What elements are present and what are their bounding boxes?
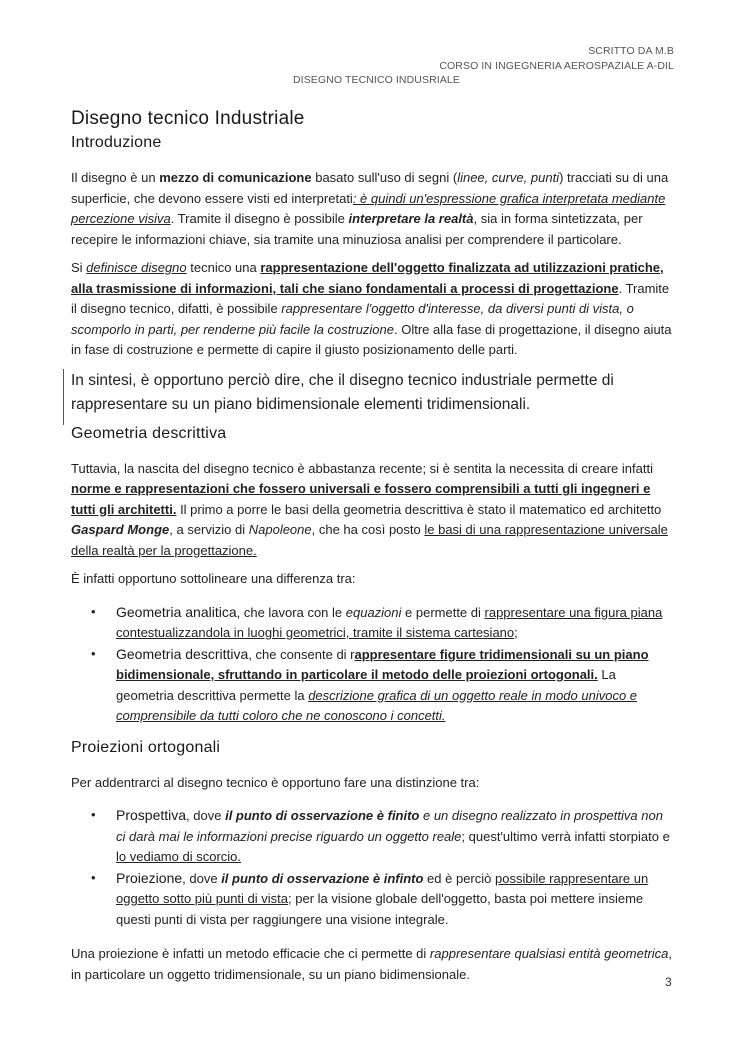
list-item-geometria-analitica: • Geometria analitica, che lavora con le equazioni e permette di rappresentare una figura piana contestualizzandola in luoghi geometrici, tramite il sistema cartesiano; bbox=[91, 603, 663, 640]
summary-quote bbox=[63, 369, 673, 425]
header-author: SCRITTO DA M.B bbox=[588, 45, 674, 57]
heading-introduzione: Introduzione bbox=[71, 134, 162, 151]
summary-quote-text: In sintesi, è opportuno perciò dire, che il disegno tecnico industriale permette di rappresentare su un piano bidimensionale elementi tridimensionali. bbox=[71, 371, 614, 413]
bullet-icon: • bbox=[91, 807, 96, 822]
proiezioni-list bbox=[71, 805, 673, 930]
list-item-prospettiva: • Prospettiva, dove il punto di osservazione è finito e un disegno realizzato in prospettiva non ci darà mai le informazioni precise riguardo un oggetto reale; quest'ultimo verrà infatti storpiato e lo vediamo di scorcio. bbox=[91, 807, 670, 864]
bullet-icon: • bbox=[91, 603, 96, 619]
document-body bbox=[71, 106, 673, 985]
geometria-paragraph-2: È infatti opportuno sottolineare una differenza tra: bbox=[71, 571, 356, 586]
intro-paragraph-1: Il disegno è un mezzo di comunicazione basato sull'uso di segni (linee, curve, punti) tracciati su di una superficie, che devono essere visti ed interpretati: è quindi un'espressione grafica interpretata mediante percezione visiva. Tramite il disegno è possibile interpretare la realtà, sia in forma sintetizzata, per recepire le informazioni chiave, sia tramite una minuziosa analisi per comprendere il particolare. bbox=[71, 170, 669, 247]
geometria-list bbox=[71, 602, 673, 727]
heading-proiezioni-ortogonali: Proiezioni ortogonali bbox=[71, 738, 221, 756]
proiezioni-paragraph-1: Per addentrarci al disegno tecnico è opportuno fare una distinzione tra: bbox=[71, 774, 480, 790]
page-header bbox=[439, 44, 674, 74]
header-course: CORSO IN INGEGNERIA AEROSPAZIALE A-DIL bbox=[439, 60, 674, 72]
proiezioni-paragraph-2: Una proiezione è infatti un metodo efficacie che ci permette di rappresentare qualsiasi entità geometrica, in particolare un oggetto tridimensionale, su un piano bidimensionale. bbox=[71, 946, 673, 982]
header-subject: DISEGNO TECNICO INDUSRIALE bbox=[293, 74, 460, 86]
list-item-geometria-descrittiva: • Geometria descrittiva, che consente di rappresentare figure tridimensionali su un piano bidimensionale, sfruttando in particolare il metodo delle proiezioni ortogonali. La geometria descrittiva permette la descrizione grafica di un oggetto reale in modo univoco e comprensibile da tutti coloro che ne conoscono i concetti. bbox=[91, 645, 649, 723]
heading-geometria-descrittiva: Geometria descrittiva bbox=[71, 424, 227, 442]
geometria-paragraph-1: Tuttavia, la nascita del disegno tecnico è abbastanza recente; si è sentita la necessita di creare infatti norme e rappresentazioni che fossero universali e fossero comprensibili a tutti gli ingegneri e tutti gli architetti. Il primo a porre le basi della geometria descrittiva è stato il matematico ed architetto Gaspard Monge, a servizio di Napoleone, che ha così posto le basi di una rappresentazione universale della realtà per la progettazione. bbox=[71, 460, 668, 558]
bullet-icon: • bbox=[91, 869, 96, 885]
document-title: Disegno tecnico Industriale bbox=[71, 108, 305, 129]
bullet-icon: • bbox=[91, 645, 96, 661]
list-item-proiezione: • Proiezione, dove il punto di osservazione è infinto ed è perciò possibile rappresentare un oggetto sotto più punti di vista; per la visione globale dell'oggetto, basta poi mettere insieme questi punti di vista per raggiungere una visione integrale. bbox=[91, 869, 649, 927]
intro-paragraph-2: Si definisce disegno tecnico una rappresentazione dell'oggetto finalizzata ad utilizzazioni pratiche, alla trasmissione di informazioni, tali che siano fondamentali a processi di progettazione. Tramite il disegno tecnico, difatti, è possibile rappresentare l'oggetto d'interesse, da diversi punti di vista, o scomporlo in parti, per renderne più facile la costruzione. Oltre alla fase di progettazione, il disegno aiuta in fase di costruzione e permette di capire il giusto posizionamento delle parti. bbox=[71, 260, 672, 357]
page-number: 3 bbox=[665, 975, 672, 989]
